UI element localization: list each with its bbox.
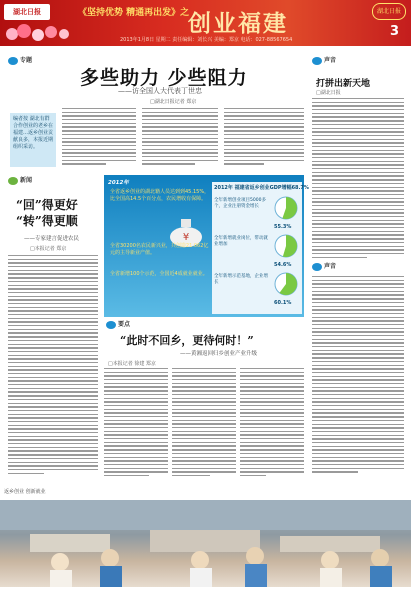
left-article-subtitle: ——专家建言促进农民 — [24, 236, 80, 242]
left-article-title-line2: “转”得更顺 — [16, 214, 78, 228]
center-article-byline: □本报记者 徐建 郑京 — [108, 361, 156, 367]
chart-pies — [272, 194, 302, 312]
center-article-title: “此时不回乡，更待何时！” — [120, 334, 254, 347]
info-panel-label: 2012年 — [108, 180, 129, 186]
center-article-col1 — [104, 368, 168, 479]
right-article-text2 — [312, 276, 404, 475]
newspaper-logo: 湖北日报 — [4, 4, 50, 20]
editors-note: 编者按 湖北有群合作创业的老乡在福建…返乡创业贡献良多，本报近期组织采访。 — [10, 113, 56, 167]
info-text-1: 全省返乡创业的湖北籍人员达到到45.15%，比全国高14.5个百分点，农民增收有保障。 — [110, 189, 210, 202]
section-tag-right: 声音 — [312, 56, 346, 66]
left-article-text — [8, 255, 98, 476]
left-article-title-line1: “回”得更好 — [16, 198, 78, 212]
section-tag-mid: 要点 — [106, 320, 140, 330]
info-text-3: 全省新增100个示范，全国近4成就业就业。 — [110, 271, 208, 277]
section-tag-top: 专题 — [8, 56, 42, 66]
chart-value-3: 60.1% — [274, 300, 292, 306]
chart-item-label-1: 全年新增创业项目5000多个，企业注册资金增长 — [214, 198, 266, 209]
main-article-col2 — [142, 108, 218, 167]
chart-item-label-3: 全年新增示范基地，企业增长 — [214, 274, 268, 285]
main-article-col1 — [62, 108, 136, 167]
banner-seal: 湖北日报 — [372, 3, 406, 20]
growth-chart — [212, 182, 309, 314]
flower-decoration-icon — [4, 22, 74, 44]
chart-value-2: 54.6% — [274, 262, 292, 268]
center-article-col2 — [172, 368, 236, 479]
main-byline: □湖北日报记者 郑京 — [150, 99, 197, 105]
chart-item-label-2: 全年新增就业岗位，带动就业增加 — [214, 236, 268, 247]
factory-photo — [0, 489, 411, 587]
chart-title: 2012年 福建省返乡创业GDP增幅68.7% — [214, 185, 309, 191]
right-article-title: 打拼出新天地 — [316, 79, 371, 89]
workers-illustration-icon — [0, 500, 411, 587]
page-banner — [0, 0, 411, 46]
chart-value-1: 55.3% — [274, 224, 292, 230]
center-article-col3 — [240, 368, 304, 479]
main-subheadline: ——访全国人大代表丁世忠 — [118, 87, 202, 95]
photo-caption: 返乡创业 创新就业 — [4, 489, 46, 495]
money-bag-icon — [166, 213, 206, 247]
section-tag-right2: 声音 — [312, 262, 346, 272]
banner-slogan: 《坚持优势 精通再出发》之 — [78, 8, 190, 18]
main-headline: 多些助力 少些阻力 — [80, 67, 248, 89]
column-title: 创业福建 — [188, 10, 288, 37]
page-number: 3 — [390, 24, 400, 39]
banner-meta: 2013年1月8日 星期二 责任编辑：刘长兴 美编：郑京 电话：027-88567654 — [120, 37, 293, 43]
right-article-byline: □湖北日报 — [316, 90, 341, 96]
svg-text:¥: ¥ — [182, 232, 190, 243]
info-text-2: 全省30200名农民新兴业，共创造21.062亿元的主导新业产值。 — [110, 243, 209, 256]
left-article-byline: □本报记者 郑京 — [30, 246, 67, 252]
section-tag-left: 新闻 — [8, 176, 42, 186]
center-article-subtitle: ——黄湘返回归乡创业产业升级 — [180, 351, 258, 357]
main-article-col3 — [224, 108, 304, 167]
right-article-text — [312, 98, 404, 260]
